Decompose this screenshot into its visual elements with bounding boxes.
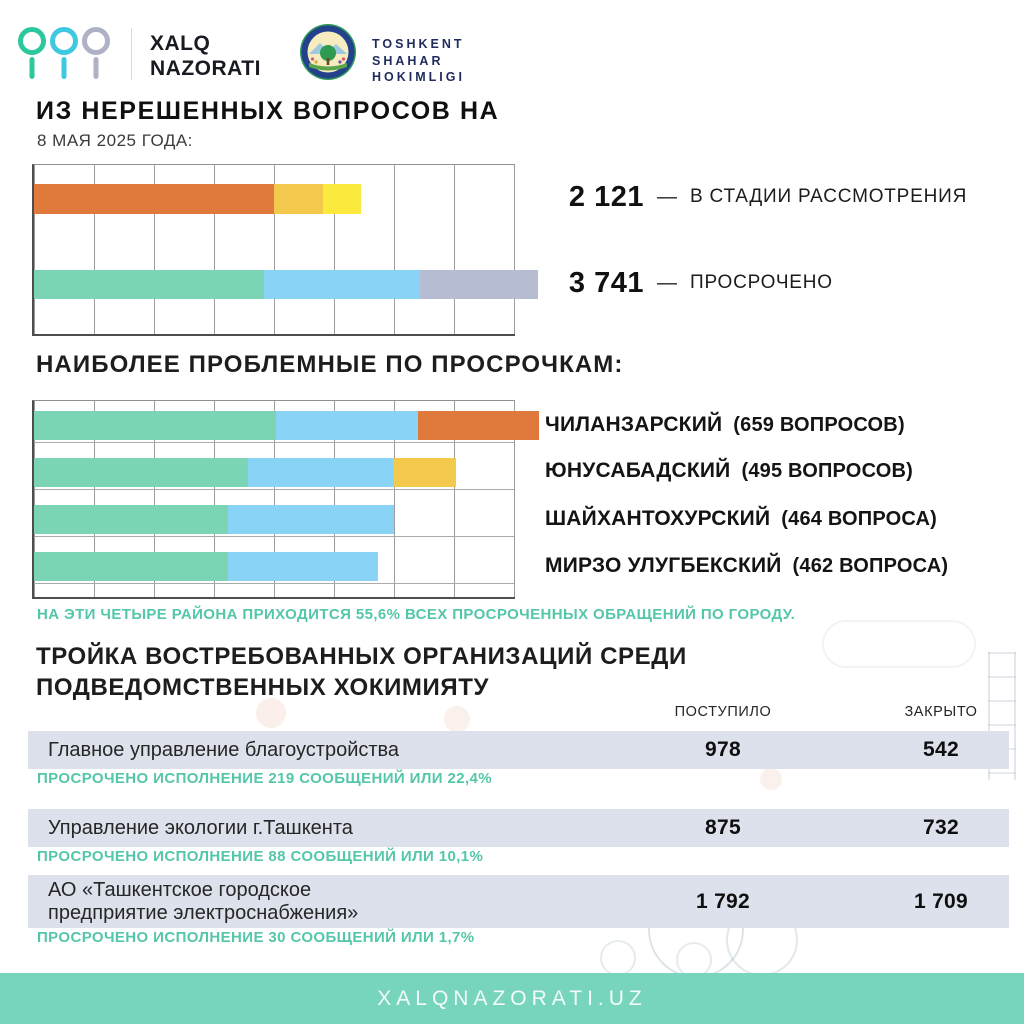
org-name-line: предприятие электроснабжения» (48, 901, 359, 924)
row-baseline (34, 489, 514, 490)
brand-name (150, 31, 261, 81)
org-name-line: Главное управление благоустройства (48, 738, 400, 761)
district-label-yunusabad (545, 457, 1015, 485)
decor-person-3 (760, 768, 782, 790)
org-received-value: 1 792 (695, 889, 751, 913)
bar-segment-blue_bar (276, 411, 418, 440)
xalq-nazorati-logo-icon (16, 24, 126, 82)
org-closed-value: 732 (923, 816, 959, 839)
bar-segment-blue_bar (248, 458, 394, 487)
bar-segment-orange (34, 184, 274, 214)
row-baseline (34, 442, 514, 443)
magnifier-icon (53, 30, 76, 80)
orgs-title-line-1: ТРОЙКА ВОСТРЕБОВАННЫХ ОРГАНИЗАЦИЙ СРЕДИ (36, 643, 687, 670)
district-count: (464 ВОПРОСА) (781, 507, 938, 530)
bar-segment-teal_bar (34, 505, 228, 534)
org-name (48, 809, 353, 847)
bar-segment-blue_bar (264, 270, 420, 299)
footer-link[interactable]: XALQNAZORATI.UZ (377, 986, 647, 1010)
org-name (48, 731, 399, 769)
org-row (28, 875, 1009, 928)
status-label-review: В СТАДИИ РАССМОТРЕНИЯ (690, 186, 968, 207)
orgs-title-line-2: ПОДВЕДОМСТВЕННЫХ ХОКИМИЯТУ (36, 674, 490, 701)
column-header-received: ПОСТУПИЛО (674, 704, 772, 720)
magnifier-icon (85, 30, 108, 80)
magnifier-icon (21, 30, 44, 80)
hokimlik-line-1: TOSHKENT (372, 37, 465, 51)
footer-bar (0, 973, 1024, 1024)
orgs-section-title (36, 641, 687, 703)
bar-segment-yellow_mid (274, 184, 323, 214)
row-baseline (34, 536, 514, 537)
district-count: (462 ВОПРОСА) (792, 554, 949, 577)
bar-segment-teal_bar (34, 458, 248, 487)
bar-segment-teal_bar (34, 411, 276, 440)
bar-segment-blue_bar (228, 505, 394, 534)
org-name (48, 875, 358, 928)
org-row (28, 731, 1009, 769)
org-overdue-note: ПРОСРОЧЕНО ИСПОЛНЕНИЕ 30 СООБЩЕНИЙ ИЛИ 1,7% (37, 929, 475, 946)
status-chart-bar-1 (34, 270, 538, 299)
decor-person-2 (444, 706, 470, 732)
status-label-overdue: ПРОСРОЧЕНО (690, 272, 833, 293)
bar-segment-yellow_bright (323, 184, 361, 214)
decor-cloud (822, 620, 976, 668)
status-value-review: 2 121 (568, 180, 644, 213)
org-received-value: 875 (705, 816, 741, 839)
district-label-chilanzar (545, 411, 1015, 439)
org-row (28, 809, 1009, 847)
bar-segment-teal_bar (34, 552, 228, 581)
status-annotation-overdue (552, 266, 833, 300)
districts-chart-bar-3 (34, 552, 378, 581)
districts-chart-bar-1 (34, 458, 456, 487)
district-name: ШАЙХАНТОХУРСКИЙ (545, 507, 771, 530)
district-count: (495 ВОПРОСОВ) (741, 459, 913, 482)
district-count: (659 ВОПРОСОВ) (733, 413, 905, 436)
hokimlik-title (372, 36, 465, 86)
org-closed-value: 1 709 (913, 889, 969, 913)
column-header-closed: ЗАКРЫТО (904, 704, 978, 720)
status-value-overdue: 3 741 (568, 266, 644, 299)
bar-segment-gray_bar (420, 270, 538, 299)
bar-segment-orange (418, 411, 539, 440)
bar-segment-blue_bar (228, 552, 378, 581)
districts-summary-note: НА ЭТИ ЧЕТЫРЕ РАЙОНА ПРИХОДИТСЯ 55,6% ВСЕХ ПРОСРОЧЕННЫХ ОБРАЩЕНИЙ ПО ГОРОДУ. (37, 606, 796, 623)
org-received-value: 978 (705, 738, 741, 761)
districts-chart-bar-2 (34, 505, 394, 534)
hokimlik-line-2: SHAHAR (372, 53, 444, 68)
org-name-line: Управление экологии г.Ташкента (48, 816, 353, 839)
org-overdue-note: ПРОСРОЧЕНО ИСПОЛНЕНИЕ 219 СООБЩЕНИЙ ИЛИ 22,4% (37, 770, 493, 787)
bar-segment-teal_bar (34, 270, 264, 299)
decor-bicycle-wheel-1 (600, 940, 636, 976)
org-closed-value: 542 (923, 738, 959, 761)
district-name: ЮНУСАБАДСКИЙ (545, 459, 731, 482)
brand-line-2: NAZORATI (150, 57, 261, 80)
page-title: ИЗ НЕРЕШЕННЫХ ВОПРОСОВ НА (36, 97, 500, 125)
districts-chart (32, 400, 515, 599)
districts-chart-bar-0 (34, 411, 539, 440)
district-name: ЧИЛАНЗАРСКИЙ (545, 413, 723, 436)
hokimlik-line-3: HOKIMLIGI (372, 70, 465, 84)
district-label-shaykhantakhur (545, 505, 1015, 533)
district-name: МИРЗО УЛУГБЕКСКИЙ (545, 554, 782, 577)
tashkent-hokimlik-emblem-icon (299, 23, 357, 81)
org-overdue-note: ПРОСРОЧЕНО ИСПОЛНЕНИЕ 88 СООБЩЕНИЙ ИЛИ 10,1% (37, 848, 484, 865)
status-chart-bar-0 (34, 184, 361, 214)
dash: — (657, 185, 677, 208)
page-date: 8 МАЯ 2025 ГОДА: (37, 131, 193, 150)
districts-section-title: НАИБОЛЕЕ ПРОБЛЕМНЫЕ ПО ПРОСРОЧКАМ: (36, 351, 624, 378)
brand-line-1: XALQ (150, 32, 211, 55)
header-divider (131, 28, 132, 80)
row-baseline (34, 583, 514, 584)
org-name-line: АО «Ташкентское городское (48, 878, 312, 901)
district-label-mirzo-ulugbek (545, 552, 1015, 580)
status-chart (32, 164, 515, 336)
dash: — (657, 271, 677, 294)
status-annotation-review (552, 180, 967, 214)
bar-segment-yellow_mid (394, 458, 456, 487)
